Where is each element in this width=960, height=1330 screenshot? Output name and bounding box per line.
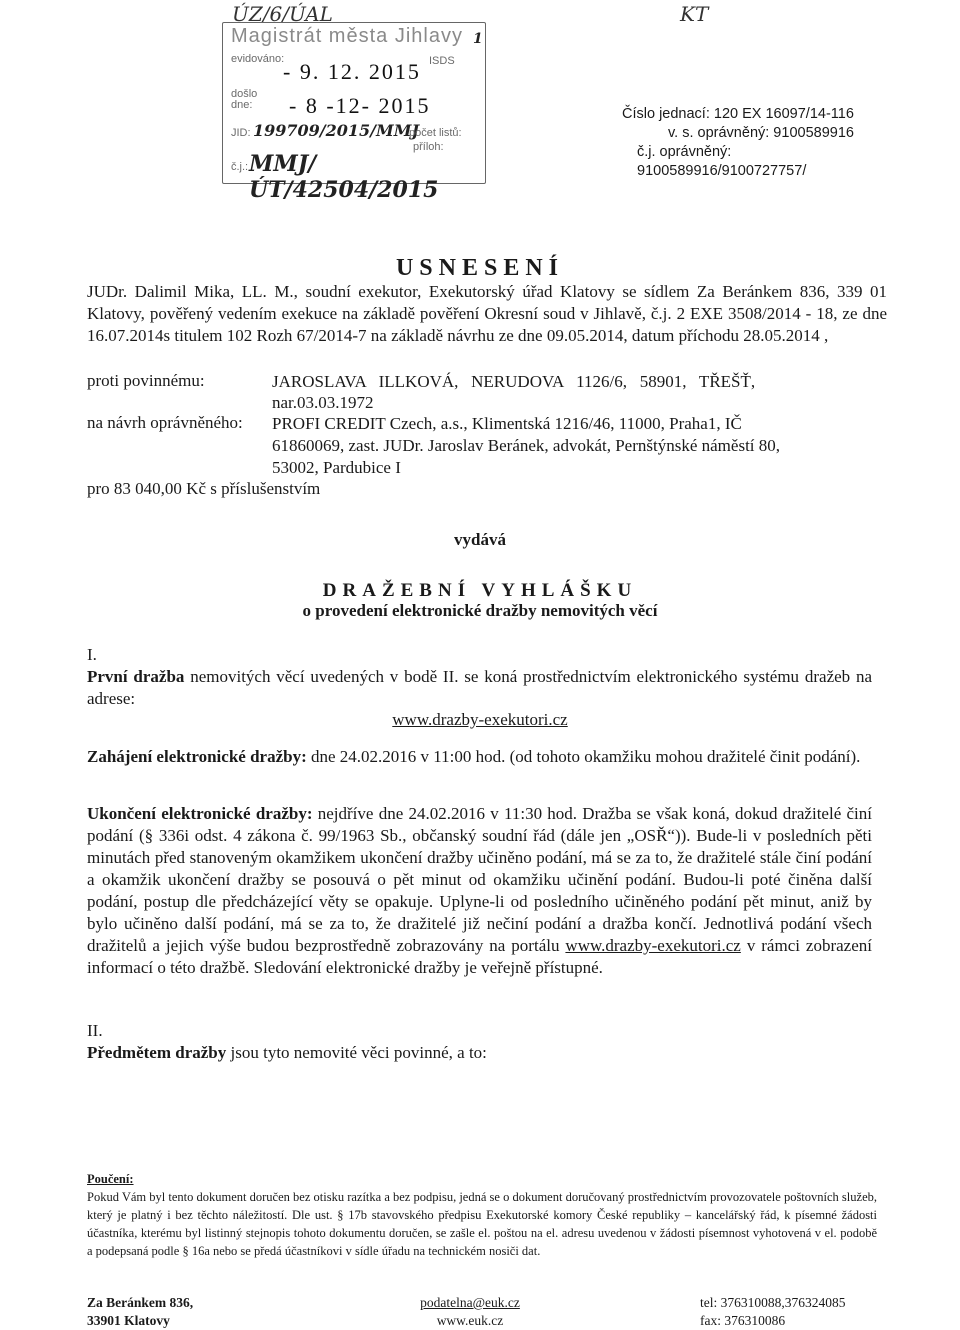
document-title: USNESENÍ [395, 255, 565, 281]
stamp-cj-label: č.j.: [231, 161, 249, 173]
issues-word: vydává [454, 530, 506, 549]
footer-phone [700, 1294, 846, 1330]
stamp-doslo-date: - 8 -12- 2015 [289, 93, 431, 118]
decree-title: DRAŽEBNÍ VYHLÁŠKU [322, 580, 638, 601]
footer-web-link[interactable]: www.euk.cz [436, 1313, 504, 1328]
first-auction-label: První dražba [87, 667, 185, 686]
footer-fax: fax: 376310086 [700, 1313, 786, 1328]
stamp-jid-label: JID: [231, 127, 251, 139]
stamp-priloh-label: příloh: [413, 141, 444, 153]
auction-end-paragraph [87, 803, 872, 979]
stamp-cj-value: MMJ/ÚT/42504/2015 [249, 151, 439, 203]
stamp-evidovano-date: - 9. 12. 2015 [283, 59, 421, 84]
reference-creditor-vs: v. s. oprávněný: 9100589916 [668, 125, 854, 141]
stamp-office-name: Magistrát města Jihlavy [231, 25, 463, 47]
footer-address-line-2: 33901 Klatovy [87, 1313, 170, 1328]
creditor-line-1: PROFI CREDIT Czech, a.s., Klimentská 1216/46, 11000, Praha1, IČ [272, 414, 742, 433]
auction-portal-link-inline[interactable]: www.drazby-exekutori.cz [565, 936, 741, 955]
reference-creditor-cj: č.j. oprávněný: 9100589916/9100727757/ [637, 144, 807, 179]
handwritten-reference-mark: ÚZ/6/ÚAL [232, 2, 333, 26]
auction-end-tail: v rámci zobrazení informací o této dražbě. Sledování elektronické dražby je veřejně přístupné. [87, 936, 872, 977]
subject-label: Předmětem dražby [87, 1043, 227, 1062]
auction-end-label: Ukončení elektronické dražby: [87, 804, 313, 823]
intro-paragraph: JUDr. Dalimil Mika, LL. M., soudní exekutor, Exekutorský úřad Klatovy se sídlem Za Beránkem 836, 339 01 Klatovy, pověřený vedením exekuce na základě pověření Okresní soud v Jihlavě, č.j. 2 EXE 3508/2014 - 18, ze dne 16.07.2014s titulem 102 Rozh 67/2014-7 na základě návrhu ze dne 09.05.2014, datum příchodu 28.05.2014 , [87, 282, 887, 345]
claim-amount: pro 83 040,00 Kč s příslušenstvím [87, 479, 321, 498]
creditor-line-3: 53002, Pardubice I [272, 458, 401, 477]
first-auction-text: nemovitých věcí uvedených v bodě II. se koná prostřednictvím elektronického systému dražeb na adrese: [87, 667, 872, 708]
debtor-label: proti povinnému: [87, 371, 205, 390]
stamp-pocet-listu-label: počet listů: [409, 127, 462, 139]
auction-start-label: Zahájení elektronické dražby: [87, 747, 307, 766]
debtor-name-address: JAROSLAVA ILLKOVÁ, NERUDOVA 1126/6, 58901, TŘEŠŤ, [272, 372, 756, 391]
notice-text: Pokud Vám byl tento dokument doručen bez otisku razítka a bez podpisu, jedná se o dokument doručovaný prostřednictvím provozovatele poštovních služeb, který je platný i bez těchto náležitostí. Dle ust. § 17b stavovského předpisu Exekutorské komory České republiky – kancelářský řád, k písemné žádosti účastníka, kterému byl listinný stejnopis tohoto dokumentu doručen, se zašle el. poštou na el. adresu uvedenou v žádosti písemnost vyhotovená v el. podobě a podepsaná podle § 16a nebo se předá účastníkovi v sídle úřadu na technickém nosiči dat. [87, 1190, 877, 1258]
notice-heading: Poučení: [87, 1172, 134, 1186]
debtor-birth-date: nar.03.03.1972 [272, 393, 374, 412]
auction-portal-link[interactable]: www.drazby-exekutori.cz [392, 710, 568, 729]
creditor-line-2: 61860069, zast. JUDr. Jaroslav Beránek, advokát, Pernštýnské náměstí 80, [272, 436, 781, 455]
reference-block [622, 105, 872, 181]
footer-tel: tel: 376310088,376324085 [700, 1295, 846, 1310]
footer-email-link[interactable]: podatelna@euk.cz [420, 1295, 520, 1310]
auction-start-text: dne 24.02.2016 v 11:00 hod. (od tohoto okamžiku mohou dražitelé činit podání). [306, 747, 861, 766]
auction-end-text: nejdříve dne 24.02.2016 v 11:30 hod. Dražba se však koná, dokud dražitelé činí podání (§ 336i odst. 4 zákona č. 99/1963 Sb., občanský soudní řád (dále jen „OSŘ“)). Bude-li v posledních pěti minutách před stanoveným okamžikem ukončení dražby učiněno podání, má se za to, že dražitelé stále činí podání a okamžik ukončení dražby se posouvá o pět minut od okamžiku učinění podání. Budou-li poté činěna další podání, postup dle předcházející věty se opakuje. Uplyne-li od posledního učiněného podání pět minut, aniž by bylo učiněno další podání, má se za to, že dražitelé již nečiní podání a dražba končí. Jednotlivá podání všech dražitelů a jejich výše budou bezprostředně zobrazovány na portálu [87, 804, 872, 955]
handwritten-initials: KT [680, 2, 709, 26]
section-1-first-auction [87, 666, 872, 710]
footer-address [87, 1294, 193, 1330]
section-2-subject [87, 1042, 872, 1064]
section-2-number: II. [87, 1021, 103, 1040]
footer-contact [400, 1294, 540, 1330]
creditor-label: na návrh oprávněného: [87, 413, 243, 432]
footer-address-line-1: Za Beránkem 836, [87, 1295, 194, 1310]
notice-block [87, 1170, 877, 1260]
auction-start-paragraph [87, 746, 872, 768]
subject-text: jsou tyto nemovité věci povinné, a to: [226, 1043, 487, 1062]
receipt-stamp [222, 22, 486, 203]
section-1-number: I. [87, 645, 97, 664]
stamp-jid-value: 199709/2015/MMJ [253, 121, 420, 140]
stamp-isds-label: ISDS [429, 55, 455, 67]
stamp-evidovano-label: evidováno: [231, 53, 285, 65]
stamp-doslo-label: došlo dne: [231, 88, 258, 111]
stamp-count: 1 [473, 31, 483, 47]
decree-subtitle: o provedení elektronické dražby nemovitých věcí [302, 601, 658, 620]
reference-case-number: Číslo jednací: 120 EX 16097/14-116 [622, 106, 854, 122]
